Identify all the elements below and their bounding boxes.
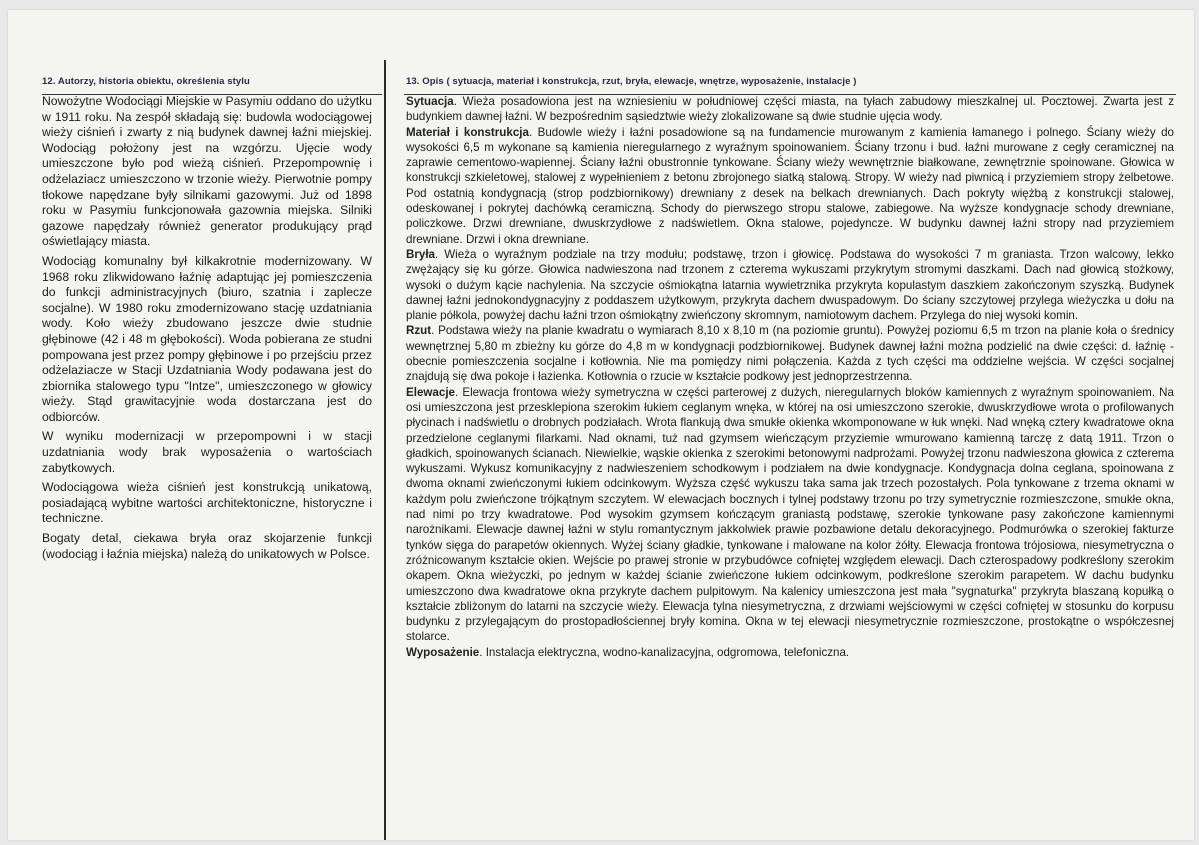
section-label: Sytuacja	[406, 95, 454, 108]
section-label: Wyposażenie	[406, 645, 480, 659]
section-bryla	[406, 247, 1174, 323]
column-divider	[384, 60, 386, 840]
history-heading: 12. Autorzy, historia obiektu, określenia stylu	[42, 76, 250, 87]
section-text: . Podstawa wieży na planie kwadratu o wymiarach 8,10 x 8,10 m (na poziomie gruntu). Powyżej poziomu 6,5 m trzon na planie koła o średnicy wewnętrznej 5,80 m zbieżny ku górze do 4,8 m w kondygnacji podzbiornikowej. Budynek dawnej łaźni można podzielić na dwie części: d. łaźnię - obecnie pomieszczenia socjalne i kotłownia. Nie ma pomiędzy nimi połączenia. Każda z tych części ma oddzielne wejścia. W części socjalnej znajdują się dwa pokoje i łazienka. Kotłownia o rzucie w kształcie podkowy jest jednoprzestrzenna.	[406, 324, 1174, 384]
history-paragraph: W wyniku modernizacji w przepompowni i w stacji uzdatniania wody brak wyposażenia o wartościach zabytkowych.	[42, 429, 372, 475]
section-elewacje	[406, 385, 1174, 645]
description-column	[406, 76, 1174, 660]
history-paragraph: Nowożytne Wodociągi Miejskie w Pasymiu oddano do użytku w 1911 roku. Na zespół składają się: budowla wodociągowej wieży ciśnień i zwarty z nią budynek dawnej łaźni miejskiej. Wodociąg położony jest na wzgórzu. Ujęcie wody umieszczone było pod wieżą ciśnień. Przepompownię i odżelaziacz umieszczono w trzonie wieży. Pierwotnie pompy tłokowe napędzane były silnikami gazowymi. Już od 1898 roku w Pasymiu funkcjonowała gazownia miejska. Silniki gazowe napędzały również generator produkujący prąd oświetlający miasta.	[42, 94, 372, 249]
section-label: Materiał i konstrukcja	[406, 125, 529, 139]
section-label: Bryła	[406, 247, 436, 261]
history-column	[42, 76, 372, 566]
description-heading: 13. Opis ( sytuacja, materiał i konstrukcja, rzut, bryła, elewacje, wnętrze, wyposażenie, instalacje )	[406, 76, 857, 87]
section-text: . Wieża o wyraźnym podziale na trzy modułu; podstawę, trzon i głowicę. Podstawa do wysokości 7 m graniasta. Trzon walcowy, lekko zwężający się ku górze. Głowica nadwieszona nad trzonem z czterema wykuszami przykrytym stromymi daszkami. Dach nad głowicą stożkowy, wysoki o dużym kącie nachylenia. Na szczycie ośmiokątna latarnia wywietrznika przykryta kopulastym daszkiem zakończonym szyszką. Budynek dawnej łaźni jednokondygnacyjny z poddaszem użytkowym, przykryta dachem dwuspadowym. Do ściany szczytowej przylega wieżyczka u dołu na planie półkola, powyżej dachu łaźni trzon ośmiokątny zwieńczony skromnym, namiotowym dachem. Przylega do niej wysoki komin.	[406, 247, 1174, 323]
history-paragraph: Wodociąg komunalny był kilkakrotnie modernizowany. W 1968 roku zlikwidowano łaźnię adaptując jej pomieszczenia do funkcji administracyjnych (biuro, szatnia i zaplecze socjalne). W 1980 roku zmodernizowano stację uzdatniania wody. Koło wieży zbudowano jeszcze dwie studnie głębinowe (42 i 48 m głębokości). Woda pobierana ze studni pompowana jest przez pompy głębinowe i po przejściu przez odżelaziacze w Stacji Uzdatniania Wody podawana jest do zbiornika stalowego typu "Intze", umieszczonego w głowicy wieży. Stąd grawitacyjnie woda dostarczana jest do odbiorców.	[42, 253, 372, 424]
section-text: . Elewacja frontowa wieży symetryczna w części parterowej z dużych, nieregularnych bloków kamiennych z wyraźnym spoinowaniem. Na osi umieszczona jest przesklepiona szerokim łukiem ceglanym wnęka, w której na osi umieszczono szerokie, dwuskrzydłowe wrota o profilowanych płycinach i nadświetlu o drobnych podziałach. Wrota flankują dwa smukłe okienka wkomponowane w łuk wnęki. Nad wnęką cztery kwadratowe okna przedzielone ceglanymi filarkami. Nad oknami, tuż nad gzymsem wieńczącym przyziemie wmurowano kamienną tarczę z datą 1911. Trzon o gładkich, spoinowanych ścianach. Niewielkie, wąskie okienka z szerokimi betonowymi nadprożami. Powyżej trzonu nadwieszona głowica z czterema wykuszami. Wykusz komunikacyjny z nadwieszeniem schodkowym i podziałem na dwie kondygnacje. Kondygnacja dolna ceglana, spoinowana z dwoma oknami zwieńczonymi łukiem odcinkowym. Wyższa część wykuszu taka sama jak trzech pozostałych. Pola tynkowane z trzema oknami w każdym polu zwieńczone trójkątnym szczytem. W elewacjach bocznych i tylnej podstawy trzonu po trzy symetrycznie rozmieszczone, smukłe okna, nad nimi po trzy kwadratowe. Pod wysokim gzymsem kończącym graniastą podstawę, szerokie tynkowane pasy zakończone kamiennymi narożnikami. Elewacje dawnej łaźni w stylu romantycznym jakkolwiek prawie pozbawione detalu dekoracyjnego. Podmurówka o szerokiej fakturze tynków sięga do parapetów okiennych. Wyżej ściany gładkie, tynkowane i malowane na kolor żółty. Elewacja frontowa trójosiowa, niesymetryczna o zróżnicowanym kształcie okien. Wejście po prawej stronie w przybudówce cofniętej względem elewacji. Dach czterospadowy podkreślony szerokim okapem. Okna wieżyczki, po jednym w każdej ścianie zwieńczone łukiem odcinkowym, podkreślone szerokim parapetem. W dachu budynku umieszczono dwa kwadratowe okna przykryte dachem pulpitowym. Na kalenicy umieszczona jest mała "sygnaturka" przykryta blaszaną kopułką o kształcie zbliżonym do latarni na szczycie wieży. Elewacja tylna niesymetryczna, z drzwiami wejściowymi w części cofniętej w stosunku do korpusu budynku z przylegającym do prostopadłościennej bryły komina. Okna w tej elewacji niesymetrycznie rozmieszczone, prostokątne o współczesnej stolarce.	[406, 385, 1174, 644]
section-text: . Wieża posadowiona jest na wzniesieniu w południowej części miasta, na tyłach zabudowy mieszkalnej ul. Pocztowej. Zwarta jest z budynkiem dawnej łaźni. W bezpośrednim sąsiedztwie wieży zlokalizowane są dwie studnie ujęcia wody.	[406, 95, 1174, 124]
section-text: . Instalacja elektryczna, wodno-kanalizacyjna, odgromowa, telefoniczna.	[479, 645, 850, 659]
history-paragraph: Wodociągowa wieża ciśnień jest konstrukcją unikatową, posiadającą wybitne wartości architektoniczne, historyczne i techniczne.	[42, 480, 372, 526]
history-paragraph: Bogaty detal, ciekawa bryła oraz skojarzenie funkcji (wodociąg i łaźnia miejska) należą do unikatowych w Polsce.	[42, 531, 372, 561]
section-label: Elewacje	[406, 385, 455, 399]
section-sytuacja	[406, 94, 1174, 125]
section-text: . Budowle wieży i łaźni posadowione są na fundamencie murowanym z kamienia łamanego i polnego. Ściany wieży do wysokości 6,5 m wykonane są kamienia nieregularnego z wyraźnym spoinowaniem. Ściany trzonu i bud. łaźni murowane z cegły ceramicznej na zaprawie cementowo-wapiennej. Ściany łaźni obustronnie tynkowane. Ściany wieży wewnętrznie białkowane, zewnętrznie spoinowane. Głowica w konstrukcji szkieletowej, stalowej z wypełnieniem z betonu zbrojonego siatką stalową. Stropy. W wieży nad piwnicą i przyziemiem stropy żelbetowe. Pod ostatnią kondygnacją (strop podzbiornikowy) drewniany z desek na belkach drewnianych. Dach pokryty więżbą z konstrukcji stalowej, odeskowanej i pokrytej dachówką ceramiczną. Schody do pierwszego stropu stalowe, zabiegowe. Na wyższe kondygnacje schody drewniane, policzkowe. Drzwi drewniane, dwuskrzydłowe z nadświetlem. Okna stalowe, pojedyncze. W budynku dawnej łaźni stropy nad przyziemiem drewniane. Drzwi i okna drewniane.	[406, 125, 1174, 246]
section-wyposazenie	[406, 645, 1174, 660]
section-rzut	[406, 323, 1174, 384]
section-material	[406, 125, 1174, 247]
section-label: Rzut	[406, 324, 432, 338]
